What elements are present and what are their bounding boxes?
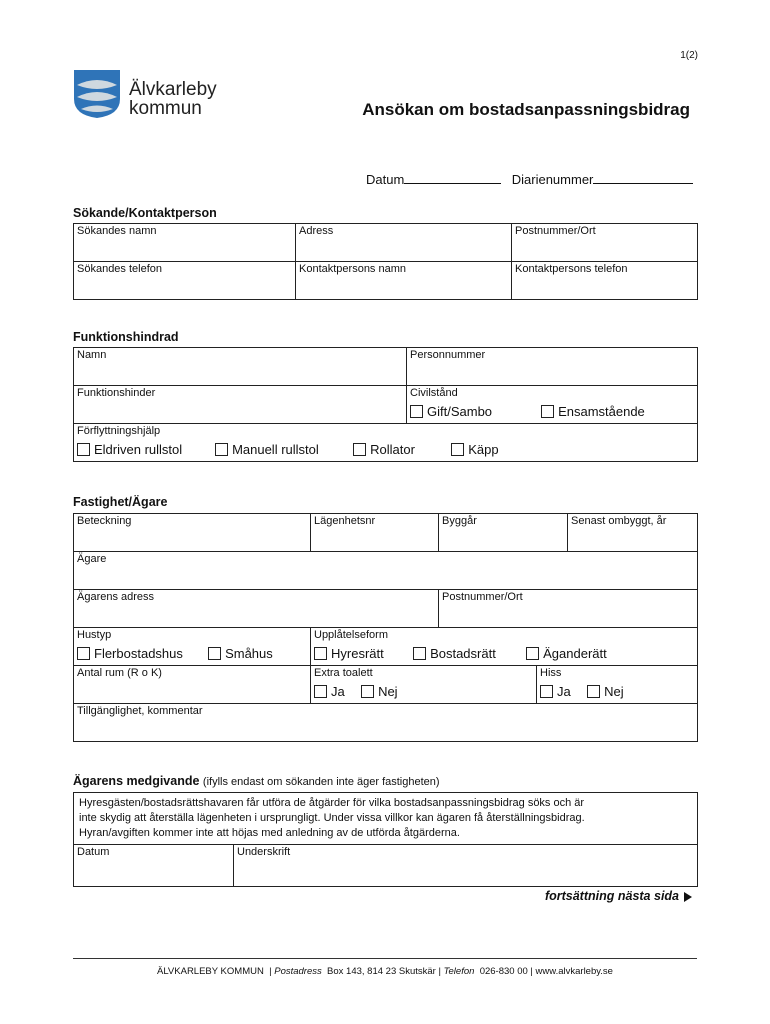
manuell-rullstol-label: Manuell rullstol — [232, 442, 319, 457]
logo-line2: kommun — [129, 98, 202, 119]
fastighet-table — [73, 513, 698, 742]
ensamstaende-label: Ensamstående — [558, 404, 645, 419]
document-title: Ansökan om bostadsanpassningsbidrag — [362, 100, 690, 119]
coat-of-arms-icon — [73, 69, 121, 119]
underskrift-field[interactable]: Underskrift — [234, 845, 698, 887]
sokandes-namn-field[interactable]: Sökandes namn — [74, 224, 296, 262]
upplatelseform-label: Upplåtelseform — [314, 629, 388, 641]
beteckning-field[interactable]: Beteckning — [74, 514, 311, 552]
antal-rum-field[interactable]: Antal rum (R o K) — [74, 666, 311, 704]
section-fastighet-heading: Fastighet/Ägare — [73, 495, 168, 509]
footer-telefon-label: Telefon — [443, 966, 475, 977]
ja-label: Ja — [557, 684, 571, 699]
sokandes-telefon-field[interactable]: Sökandes telefon — [74, 262, 296, 300]
civilstand-field — [407, 386, 698, 424]
section-medgivande-heading — [73, 774, 440, 788]
footer-org: ÄLVKARLEBY KOMMUN — [157, 966, 264, 977]
funktionshinder-field[interactable]: Funktionshinder — [74, 386, 407, 424]
forflyttningshjalp-field — [74, 424, 698, 462]
kapp-label: Käpp — [468, 442, 499, 457]
byggar-field[interactable]: Byggår — [439, 514, 568, 552]
manuell-rullstol-checkbox[interactable] — [215, 442, 350, 457]
logo-line1: Älvkarleby — [129, 79, 217, 100]
extra-toalett-label: Extra toalett — [314, 667, 373, 679]
footer: ÄLVKARLEBY KOMMUN | Postadress Box 143, 814 23 Skutskär | Telefon 026-830 00 | www.alvkarleby.se — [157, 966, 613, 977]
hiss-label: Hiss — [540, 667, 562, 679]
aganderatt-label: Äganderätt — [543, 646, 607, 661]
checkbox-icon — [215, 443, 228, 456]
gift-sambo-label: Gift/Sambo — [427, 404, 493, 419]
page-number: 1(2) — [680, 50, 698, 61]
toalett-nej-checkbox[interactable] — [361, 684, 398, 699]
checkbox-icon — [77, 443, 90, 456]
medgivande-datum-field[interactable]: Datum — [74, 845, 234, 887]
checkbox-icon — [208, 647, 221, 660]
consent-line: Hyran/avgiften kommer inte att höjas med anledning av de utförda åtgärderna. — [79, 827, 460, 839]
continue-note — [545, 889, 692, 903]
eldriven-rullstol-checkbox[interactable] — [77, 442, 212, 457]
footer-divider — [73, 958, 697, 959]
checkbox-icon — [587, 685, 600, 698]
kontaktpersons-telefon-field[interactable]: Kontaktpersons telefon — [512, 262, 698, 300]
datum-label: Datum — [366, 172, 405, 187]
extra-toalett-field — [311, 666, 537, 704]
footer-postadress-label: Postadress — [274, 966, 322, 977]
agare-field[interactable]: Ägare — [74, 552, 698, 590]
smahus-label: Småhus — [225, 646, 273, 661]
agare-postnummer-field[interactable]: Postnummer/Ort — [439, 590, 698, 628]
consent-text — [74, 793, 698, 845]
hyresratt-label: Hyresrätt — [331, 646, 384, 661]
consent-line: Hyresgästen/bostadsrättshavaren får utföra de åtgärder för vilka bostadsanpassningsbidrag söks och är — [79, 797, 585, 809]
ensamstaende-checkbox[interactable] — [541, 404, 645, 419]
diarienummer-line[interactable] — [593, 172, 693, 184]
lagenhetsnr-field[interactable]: Lägenhetsnr — [311, 514, 439, 552]
checkbox-icon — [526, 647, 539, 660]
postnummer-ort-field[interactable]: Postnummer/Ort — [512, 224, 698, 262]
senast-ombyggt-field[interactable]: Senast ombyggt, år — [568, 514, 698, 552]
personnummer-field[interactable]: Personnummer — [407, 348, 698, 386]
footer-postadress: Box 143, 814 23 Skutskär — [327, 966, 436, 977]
checkbox-icon — [353, 443, 366, 456]
kontaktpersons-namn-field[interactable]: Kontaktpersons namn — [296, 262, 512, 300]
checkbox-icon — [410, 405, 423, 418]
hiss-field — [537, 666, 698, 704]
civilstand-label: Civilstånd — [410, 387, 458, 399]
continue-text: fortsättning nästa sida — [544, 889, 679, 903]
flerbostadshus-label: Flerbostadshus — [94, 646, 183, 661]
checkbox-icon — [413, 647, 426, 660]
tillganglighet-field[interactable]: Tillgänglighet, kommentar — [74, 704, 698, 742]
hiss-nej-checkbox[interactable] — [587, 684, 624, 699]
datum-line[interactable] — [404, 172, 501, 184]
checkbox-icon — [77, 647, 90, 660]
medgivande-title: Ägarens medgivande — [73, 774, 200, 788]
section-sokande-heading: Sökande/Kontaktperson — [73, 206, 217, 220]
upplatelseform-field — [311, 628, 698, 666]
checkbox-icon — [451, 443, 464, 456]
arrow-right-icon — [684, 892, 692, 902]
funktion-table — [73, 347, 698, 462]
kapp-checkbox[interactable] — [451, 442, 498, 457]
hyresratt-checkbox[interactable] — [314, 646, 410, 661]
checkbox-icon — [361, 685, 374, 698]
footer-web: www.alvkarleby.se — [535, 966, 613, 977]
ja-label: Ja — [331, 684, 345, 699]
rollator-checkbox[interactable] — [353, 442, 448, 457]
rollator-label: Rollator — [370, 442, 415, 457]
hustyp-label: Hustyp — [77, 629, 112, 641]
section-funktion-heading: Funktionshindrad — [73, 330, 179, 344]
bostadsratt-label: Bostadsrätt — [430, 646, 496, 661]
forflyttningshjalp-label: Förflyttningshjälp — [77, 425, 161, 437]
sokande-table — [73, 223, 698, 300]
medgivande-note: (ifylls endast om sökanden inte äger fastigheten) — [202, 776, 440, 788]
checkbox-icon — [314, 685, 327, 698]
smahus-checkbox[interactable] — [208, 646, 273, 661]
toalett-ja-checkbox[interactable] — [314, 684, 358, 699]
diarienummer-label: Diarienummer — [511, 172, 594, 187]
namn-field[interactable]: Namn — [74, 348, 407, 386]
medgivande-table — [73, 792, 698, 887]
hiss-ja-checkbox[interactable] — [540, 684, 584, 699]
agarens-adress-field[interactable]: Ägarens adress — [74, 590, 439, 628]
consent-line: inte skydig att återställa lägenheten i ursprungligt. Under vissa villkor kan ägaren få återställningsbidrag. — [79, 812, 585, 824]
checkbox-icon — [541, 405, 554, 418]
bostadsratt-checkbox[interactable] — [413, 646, 523, 661]
gift-sambo-checkbox[interactable] — [410, 404, 538, 419]
adress-field[interactable]: Adress — [296, 224, 512, 262]
nej-label: Nej — [378, 684, 398, 699]
checkbox-icon — [314, 647, 327, 660]
nej-label: Nej — [604, 684, 624, 699]
footer-telefon: 026-830 00 — [479, 966, 528, 977]
header-fields — [366, 171, 693, 189]
flerbostadshus-checkbox[interactable] — [77, 646, 205, 661]
checkbox-icon — [540, 685, 553, 698]
aganderatt-checkbox[interactable] — [526, 646, 607, 661]
eldriven-rullstol-label: Eldriven rullstol — [94, 442, 183, 457]
hustyp-field — [74, 628, 311, 666]
